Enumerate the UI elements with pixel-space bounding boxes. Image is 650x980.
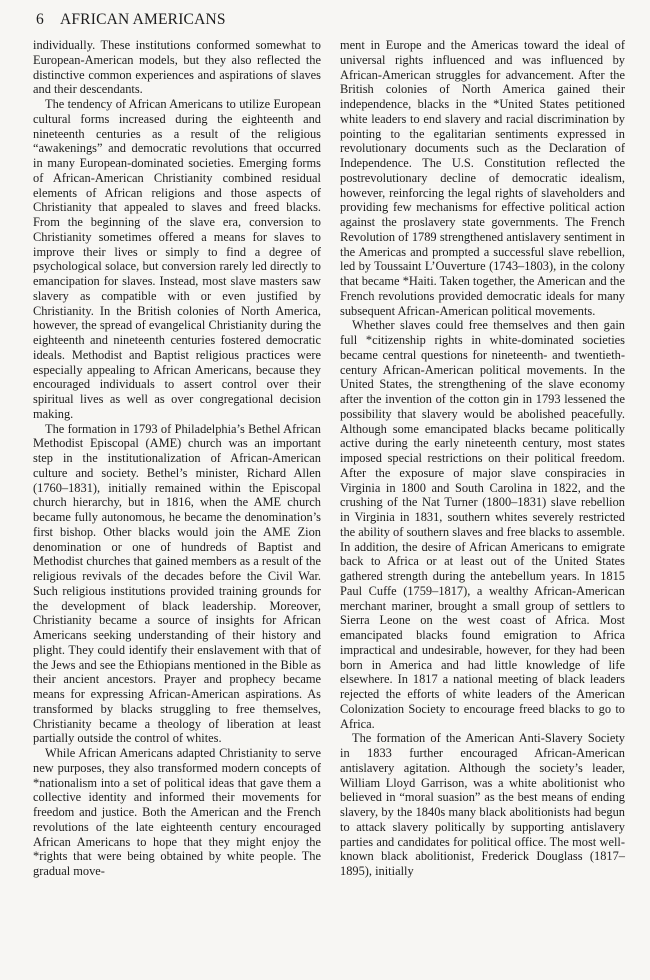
paragraph: The formation of the American Anti-Slavery Society in 1833 further encouraged African-American antislavery agitation. Although the society’s leader, William Lloyd Garrison, was a white abolitionist who believed in “moral suasion” as the best means of ending slavery, by the 1840s many black abolitionists had begun to attack slavery politically by supporting antislavery parties and candidates for political office. The most well-known black abolitionist, Frederick Douglass (1817–1895), initially [340, 731, 625, 878]
page-header [36, 11, 226, 29]
page-number: 6 [36, 11, 44, 28]
paragraph: The tendency of African Americans to utilize European cultural forms increased during the eighteenth and nineteenth centuries as a result of the religious “awakenings” and democratic revolutions that occurred in many European-dominated societies. Emerging forms of African-American Christianity combined residual elements of African religions and those aspects of Christianity that appealed to slaves and freed blacks. From the beginning of the slave era, conversion to Christianity sometimes offered a means for slaves to improve their lives or simply to find a degree of psychological solace, but conversion rarely led directly to emancipation for slaves. Instead, most slave masters saw slavery as compatible with or even justified by Christianity. In the British colonies of North America, however, the spread of evangelical Christianity during the eighteenth and nineteenth centuries fostered democratic ideals. Methodist and Baptist religious practices were especially appealing to African Americans, because they encouraged individuals to assert control over their spiritual lives as well as over congregational decision making. [33, 97, 321, 421]
left-column [33, 38, 321, 879]
paragraph: individually. These institutions conformed somewhat to European-American models, but they also reflected the distinctive common experiences and aspirations of slaves and their descendants. [33, 38, 321, 97]
right-column [340, 38, 625, 879]
paragraph: The formation in 1793 of Philadelphia’s Bethel African Methodist Episcopal (AME) church was an important step in the institutionalization of African-American culture and society. Bethel’s minister, Richard Allen (1760–1831), initially remained within the Episcopal church hierarchy, but in 1816, when the AME church became fully autonomous, he became the denomination’s first bishop. Other blacks would join the AME Zion denomination or one of hundreds of Baptist and Methodist churches that gained members as a result of the religious revivals of the decades before the Civil War. Such religious institutions provided training grounds for the development of black leadership. Moreover, Christianity became a source of insights for African Americans seeking understanding of their history and plight. They could identify their enslavement with that of the Jews and see the Ethiopians mentioned in the Bible as their ancient ancestors. Prayer and prophecy became means for expressing African-American aspirations. As transformed by blacks struggling to free themselves, Christianity became a theology of liberation at least partially outside the control of whites. [33, 421, 321, 746]
paragraph: Whether slaves could free themselves and then gain full *citizenship rights in white-dominated societies became central questions for nineteenth- and twentieth-century African-American political movements. In the United States, the strengthening of the slave economy after the invention of the cotton gin in 1793 lessened the possibility that slavery would be abolished peacefully. Although some emancipated blacks became politically active during the early nineteenth century, most states imposed special restrictions on their political freedom. After the exposure of major slave conspiracies in Virginia in 1800 and South Carolina in 1822, and the crushing of the Nat Turner (1800–1831) slave rebellion in Virginia in 1831, southern whites severely restricted the ability of southern slaves and free blacks to assemble. In addition, the desire of African Americans to emigrate back to Africa or at least out of the United States gathered strength during the antebellum years. In 1815 Paul Cuffe (1759–1817), a wealthy African-American merchant mariner, brought a small group of settlers to Sierra Leone on the west coast of Africa. Most emancipated blacks found emigration to Africa impractical and undesirable, however, for they had been born in America and had little knowledge of life elsewhere. In 1817 a national meeting of black leaders rejected the efforts of white leaders of the American Colonization Society to encourage freed blacks to go to Africa. [340, 318, 625, 731]
running-head: AFRICAN AMERICANS [59, 11, 226, 28]
paragraph: ment in Europe and the Americas toward the ideal of universal rights influenced and was influenced by African-American struggles for advancement. After the British colonies of North America gained their independence, blacks in the *United States petitioned white leaders to end slavery and racial discrimination by pointing to the egalitarian sentiments expressed in revolutionary documents such as the Declaration of Independence. The U.S. Constitution reflected the postrevolutionary decline of democratic idealism, however, reinforcing the legal rights of slaveholders and providing few mechanisms for effective political action against the proslavery state governments. The French Revolution of 1789 strengthened antislavery sentiment in the Americas and prompted a successful slave rebellion, led by Toussaint L’Ouverture (1743–1803), in the colony that became *Haiti. Taken together, the American and the French revolutions provided democratic ideals for many subsequent African-American political movements. [340, 38, 625, 318]
paragraph: While African Americans adapted Christianity to serve new purposes, they also transformed modern concepts of *nationalism into a set of political ideas that gave them a collective identity and informed their movements for freedom and justice. Both the American and the French revolutions of the late eighteenth century encouraged African Americans to hope that they might enjoy the *rights that were being obtained by white people. The gradual move- [33, 746, 321, 878]
